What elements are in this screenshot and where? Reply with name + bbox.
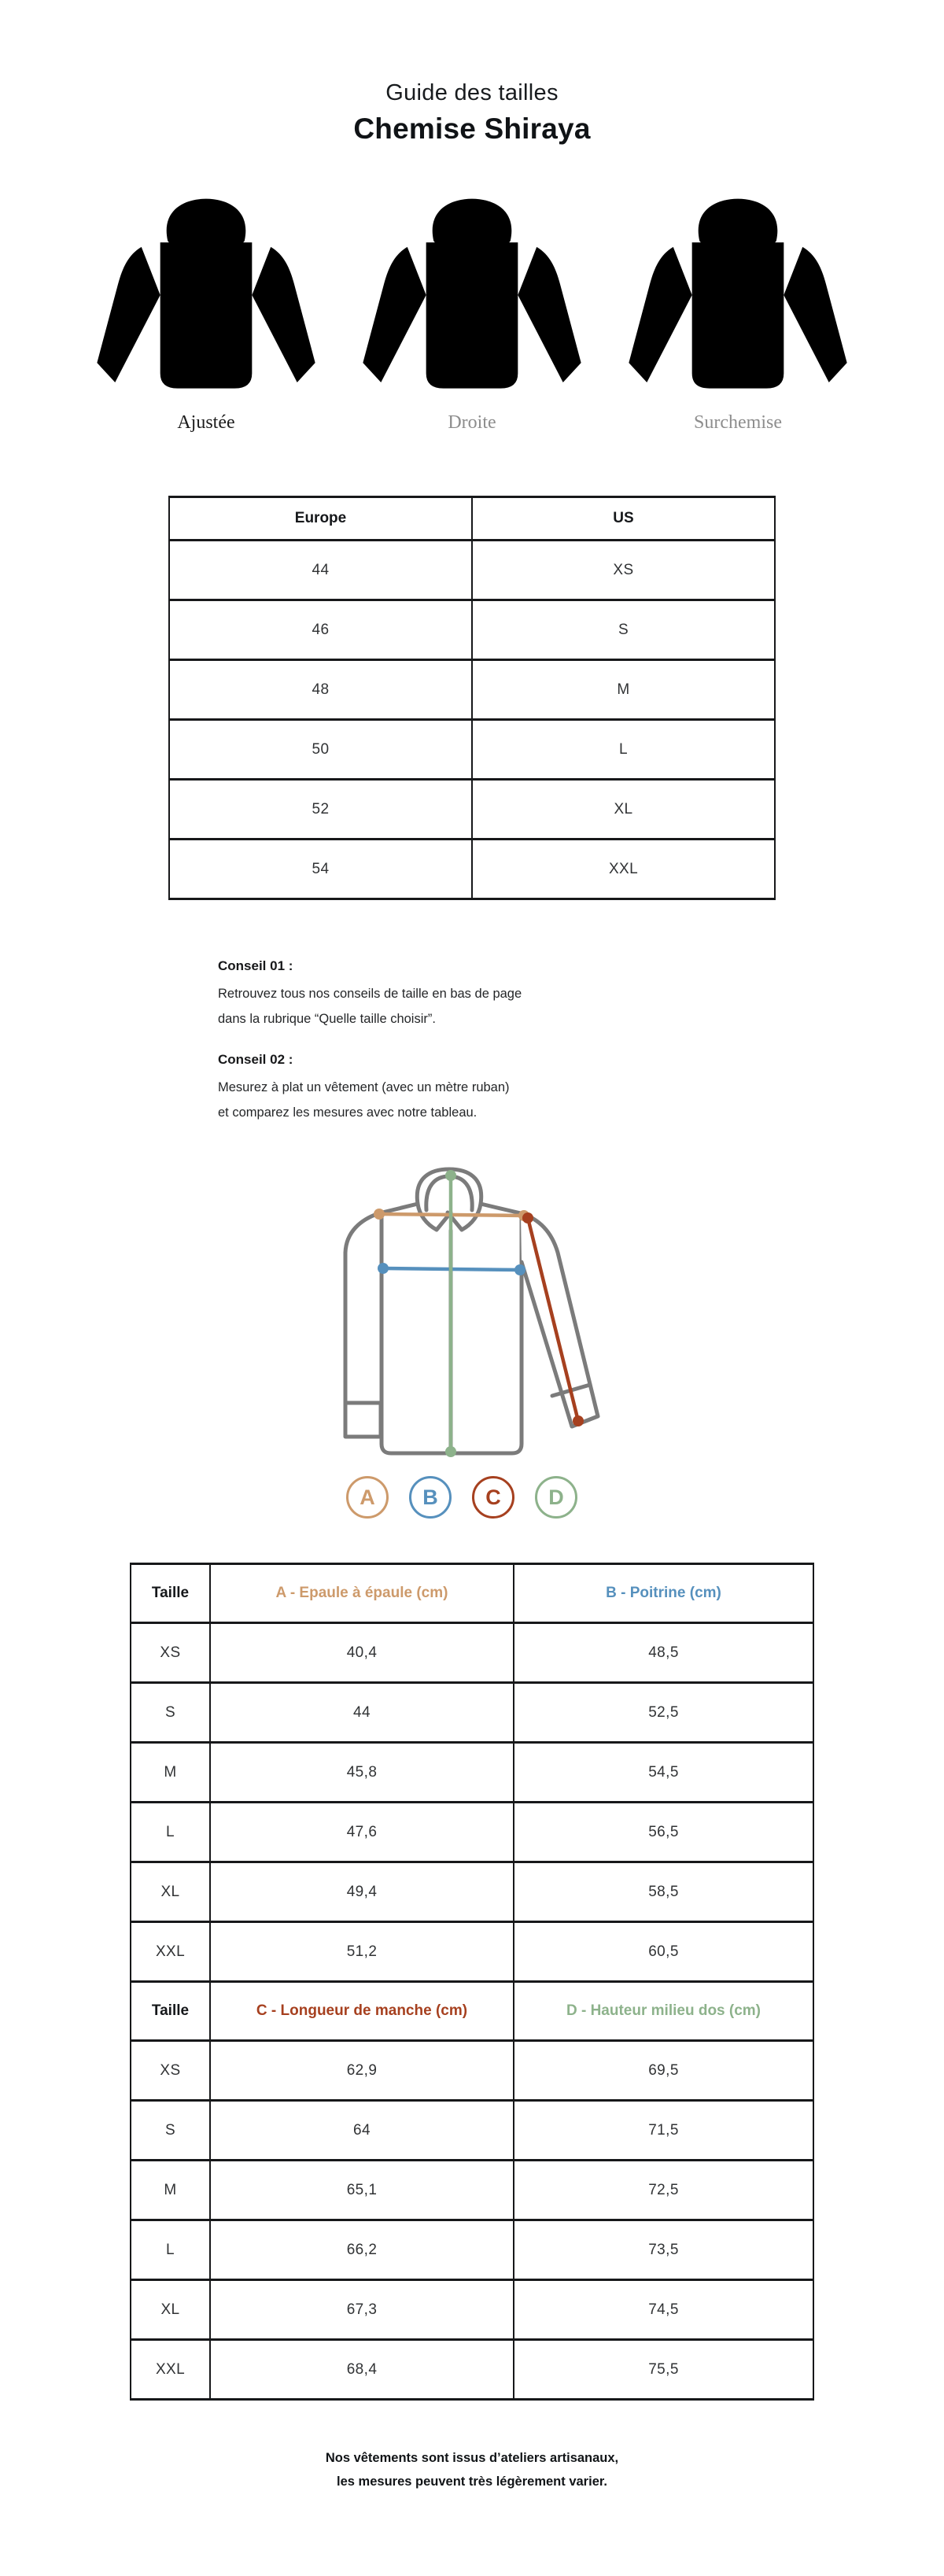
- cell-b: 60,5: [514, 1922, 813, 1982]
- page-title: Chemise Shiraya: [353, 113, 591, 145]
- cell-a: 51,2: [210, 1922, 514, 1982]
- cell-size: XXL: [131, 2340, 210, 2400]
- cell-europe: 48: [169, 660, 472, 720]
- cell-size: L: [131, 1803, 210, 1862]
- col-header-europe: Europe: [169, 497, 472, 541]
- table-row: [169, 660, 775, 720]
- legend-badge-c: [472, 1476, 514, 1519]
- cell-b: 54,5: [514, 1743, 813, 1803]
- cell-b: 58,5: [514, 1862, 813, 1922]
- eu-us-size-table: [168, 496, 776, 900]
- cell-d: 75,5: [514, 2340, 813, 2400]
- fit-label: Ajustée: [177, 412, 235, 433]
- cell-a: 45,8: [210, 1743, 514, 1803]
- col-header-us: US: [472, 497, 775, 541]
- page-subtitle: Guide des tailles: [385, 80, 559, 105]
- cell-europe: 44: [169, 541, 472, 600]
- cell-a: 40,4: [210, 1623, 514, 1683]
- table-row: [169, 780, 775, 840]
- tip-01: [218, 957, 775, 1032]
- advice-section: [169, 957, 775, 1125]
- shirt-overshirt-icon: [618, 194, 858, 398]
- cell-size: M: [131, 1743, 210, 1803]
- header: [0, 0, 944, 146]
- cell-size: XL: [131, 1862, 210, 1922]
- cell-d: 73,5: [514, 2220, 813, 2280]
- tip-01-line1: Retrouvez tous nos conseils de taille en bas de page: [218, 987, 522, 1001]
- cell-size: L: [131, 2220, 210, 2280]
- cell-a: 49,4: [210, 1862, 514, 1922]
- table-row: [131, 1862, 813, 1922]
- footer-line2: les mesures peuvent très légèrement varier.: [337, 2475, 607, 2489]
- table-row: [131, 1623, 813, 1683]
- cell-a: 47,6: [210, 1803, 514, 1862]
- fit-label: Droite: [448, 412, 496, 433]
- table-row: [131, 2101, 813, 2161]
- table-row: [131, 2340, 813, 2400]
- tip-02: [218, 1050, 775, 1125]
- cell-c: 64: [210, 2101, 514, 2161]
- legend-letter: A: [360, 1485, 375, 1509]
- cell-c: 67,3: [210, 2280, 514, 2340]
- legend-letter: D: [548, 1485, 564, 1509]
- table-row: [131, 1683, 813, 1743]
- cell-size: M: [131, 2161, 210, 2220]
- cell-us: L: [472, 720, 775, 780]
- legend-badge-b: [409, 1476, 452, 1519]
- table-row: [131, 2220, 813, 2280]
- measurement-diagram: [338, 1166, 606, 1465]
- fit-option-surchemise[interactable]: [617, 194, 859, 434]
- cell-us: M: [472, 660, 775, 720]
- cell-europe: 46: [169, 600, 472, 660]
- cell-c: 62,9: [210, 2041, 514, 2101]
- table-row: [169, 720, 775, 780]
- legend-letter: C: [485, 1485, 501, 1509]
- cell-size: XS: [131, 1623, 210, 1683]
- cell-us: XS: [472, 541, 775, 600]
- fit-option-droite[interactable]: [351, 194, 593, 434]
- cell-c: 65,1: [210, 2161, 514, 2220]
- table-row: [131, 2041, 813, 2101]
- shirt-fitted-icon: [86, 194, 326, 398]
- legend-badge-a: [346, 1476, 389, 1519]
- col-header-a: A - Epaule à épaule (cm): [210, 1564, 514, 1623]
- tip-02-line1: Mesurez à plat un vêtement (avec un mètre ruban): [218, 1080, 510, 1094]
- table-header-row-cd: [131, 1982, 813, 2041]
- cell-europe: 52: [169, 780, 472, 840]
- cell-d: 71,5: [514, 2101, 813, 2161]
- shirt-straight-icon: [352, 194, 592, 398]
- cell-us: XL: [472, 780, 775, 840]
- table-row: [169, 840, 775, 899]
- col-header-taille: Taille: [131, 1564, 210, 1623]
- cell-size: XL: [131, 2280, 210, 2340]
- cell-d: 74,5: [514, 2280, 813, 2340]
- fit-selector: [0, 194, 944, 434]
- cell-d: 72,5: [514, 2161, 813, 2220]
- cell-europe: 54: [169, 840, 472, 899]
- tip-02-title: Conseil 02 :: [218, 1052, 293, 1067]
- cell-d: 69,5: [514, 2041, 813, 2101]
- cell-b: 48,5: [514, 1623, 813, 1683]
- cell-size: S: [131, 2101, 210, 2161]
- tip-01-title: Conseil 01 :: [218, 958, 293, 973]
- table-header-row: [169, 497, 775, 541]
- cell-us: S: [472, 600, 775, 660]
- footer-note: [0, 2446, 944, 2576]
- cell-b: 52,5: [514, 1683, 813, 1743]
- tip-02-line2: et comparez les mesures avec notre tableau.: [218, 1105, 478, 1120]
- table-header-row-ab: [131, 1564, 813, 1623]
- col-header-b: B - Poitrine (cm): [514, 1564, 813, 1623]
- fit-option-ajustee[interactable]: [85, 194, 327, 434]
- cell-europe: 50: [169, 720, 472, 780]
- cell-c: 68,4: [210, 2340, 514, 2400]
- tip-01-line2: dans la rubrique “Quelle taille choisir”.: [218, 1012, 436, 1026]
- cell-a: 44: [210, 1683, 514, 1743]
- table-row: [131, 2161, 813, 2220]
- shirt-measurement-illustration: [338, 1166, 606, 1465]
- col-header-c: C - Longueur de manche (cm): [210, 1982, 514, 2041]
- col-header-taille: Taille: [131, 1982, 210, 2041]
- cell-size: S: [131, 1683, 210, 1743]
- footer-line1: Nos vêtements sont issus d’ateliers artisanaux,: [325, 2451, 619, 2465]
- cell-b: 56,5: [514, 1803, 813, 1862]
- cell-size: XXL: [131, 1922, 210, 1982]
- legend-letter: B: [422, 1485, 438, 1509]
- table-row: [131, 1922, 813, 1982]
- col-header-d: D - Hauteur milieu dos (cm): [514, 1982, 813, 2041]
- cell-us: XXL: [472, 840, 775, 899]
- cell-c: 66,2: [210, 2220, 514, 2280]
- cell-size: XS: [131, 2041, 210, 2101]
- table-row: [169, 541, 775, 600]
- measurements-table: [130, 1563, 814, 2401]
- table-row: [131, 2280, 813, 2340]
- table-row: [169, 600, 775, 660]
- table-row: [131, 1803, 813, 1862]
- measurement-legend: [0, 1476, 934, 1519]
- table-row: [131, 1743, 813, 1803]
- fit-label: Surchemise: [694, 412, 782, 433]
- legend-badge-d: [535, 1476, 577, 1519]
